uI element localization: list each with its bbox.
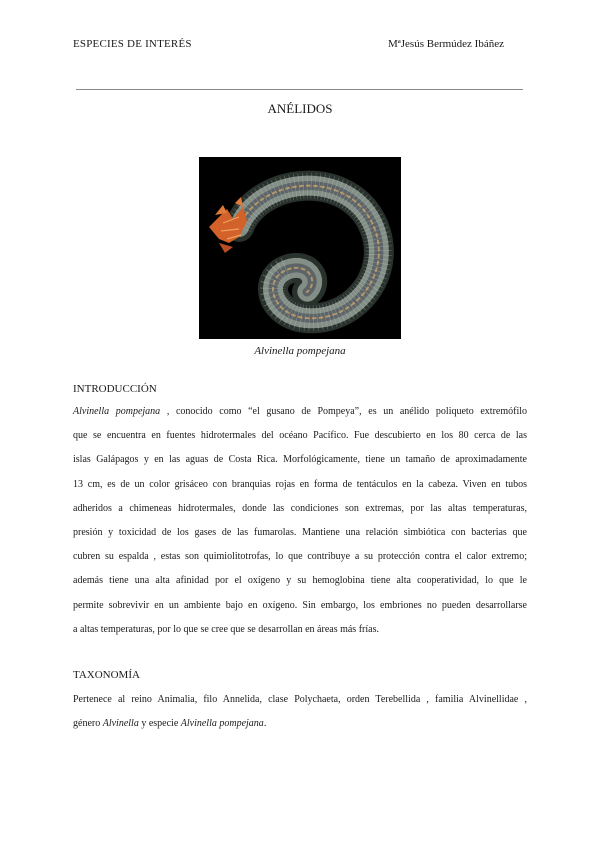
intro-line bbox=[73, 404, 527, 428]
taxonomy-text: género bbox=[73, 718, 103, 730]
taxonomy-heading: TAXONOMÍA bbox=[73, 669, 140, 681]
taxonomy-line: Pertenece al reino Animalia, filo Annelida, clase Polychaeta, orden Terebellida , familia Alvinellidae , bbox=[73, 694, 527, 705]
intro-line: además tiene una alta afinidad por el oxígeno y su hemoglobina tiene alta cooperatividad, lo que le bbox=[73, 575, 527, 587]
taxonomy-paragraph bbox=[73, 692, 527, 740]
intro-line-text: , conocido como “el gusano de Pompeya”, es un anélido poliqueto extremófilo bbox=[160, 406, 527, 417]
species-name: Alvinella pompejana bbox=[73, 406, 161, 417]
worm-illustration bbox=[199, 157, 401, 339]
intro-line: adheridos a chimeneas hidrotermales, donde las condiciones son extremas, por las altas temperaturas, bbox=[73, 502, 527, 514]
intro-heading: INTRODUCCIÓN bbox=[73, 383, 157, 395]
header-left: ESPECIES DE INTERÉS bbox=[73, 38, 192, 50]
taxonomy-text: y especie bbox=[138, 718, 181, 730]
intro-line: islas Galápagos y en las aguas de Costa Rica. Morfológicamente, tiene un tamaño de aproximadamente bbox=[73, 454, 527, 466]
intro-line: 13 cm, es de un color grisáceo con branquias rojas en forma de tentáculos en la cabeza. Viven en tubos bbox=[73, 478, 527, 490]
taxonomy-line bbox=[73, 716, 527, 740]
intro-line: a altas temperaturas, por lo que se cree que se desarrollan en áreas más frías. bbox=[73, 623, 379, 635]
intro-line: que se encuentra en fuentes hidrotermales del océano Pacífico. Fue descubierto en los 80 cerca de las bbox=[73, 430, 527, 442]
figure-caption: Alvinella pompejana bbox=[254, 345, 346, 357]
intro-line: permite sobrevivir en un ambiente bajo en oxígeno. Sin embargo, los embriones no pueden desarrollarse bbox=[73, 599, 527, 611]
species-name: Alvinella pompejana bbox=[180, 718, 264, 730]
intro-line: cubren su espalda , estas son quimiolitotrofas, lo que contribuye a su protección contra el calor extremo; bbox=[73, 551, 527, 563]
header-divider bbox=[76, 89, 523, 90]
genus-name: Alvinella bbox=[102, 718, 139, 730]
page-title: ANÉLIDOS bbox=[267, 101, 333, 116]
header-right: MªJesús Bermúdez Ibáñez bbox=[387, 38, 504, 50]
intro-line: presión y toxicidad de los gases de las fumarolas. Mantiene una relación simbiótica con bacterias que bbox=[73, 526, 527, 538]
taxonomy-text: . bbox=[263, 718, 267, 730]
intro-paragraph bbox=[73, 404, 527, 646]
worm-photo bbox=[199, 157, 401, 339]
